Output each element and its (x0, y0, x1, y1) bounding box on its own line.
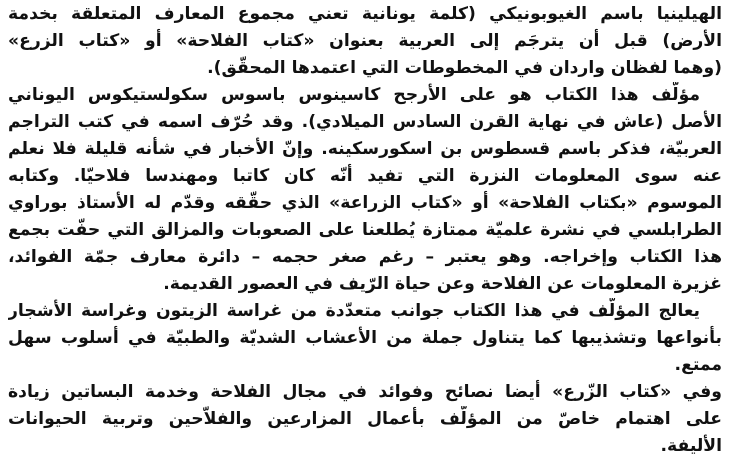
text-line: غزيرة المعلومات عن الفلاحة وعن حياة الرّيف في العصور القديمة. (163, 274, 722, 294)
text-line: وفي «كتاب الزّرع» أيضا نصائح وفوائد في مجال الفلاحة وخدمة البساتين زيادة (8, 382, 722, 402)
text-line: الأرض) قبل أن يترجَم إلى العربية بعنوان «كتاب الفلاحة» أو «كتاب الزرع» (8, 31, 722, 51)
text-line: الموسوم «بكتاب الفلاحة» أو «كتاب الزراعة» الذي حقّقه وقدّم له الأستاذ بوراوي (8, 193, 722, 213)
text-line: ممتع. (674, 355, 722, 375)
text-line: العربيّة، فذكر باسم قسطوس بن اسكورسكينه. وإنّ الأخبار في شأنه قليلة فلا نعلم (8, 139, 722, 159)
text-line: الهيلينيا باسم الغيوبونيكي (كلمة يونانية تعني مجموع المعارف المتعلقة بخدمة (8, 4, 722, 24)
text-line: يعالج المؤلّف في هذا الكتاب جوانب متعدّدة من غراسة الزيتون وغراسة الأشجار (8, 301, 700, 321)
text-line: الأليفة. (660, 436, 722, 456)
text-line: الطرابلسي في نشرة علميّة ممتازة يُطلعنا على الصعوبات والمزالق التي حفّت بجمع (8, 220, 722, 240)
text-line: (وهما لفظان واردان في المخطوطات التي اعتمدها المحقّق). (207, 58, 722, 78)
text-line: هذا الكتاب وإخراجه. وهو يعتبر – رغم صغر حجمه – دائرة معارف جمّة الفوائد، (8, 247, 722, 267)
text-line: بأنواعها وتشذيبها كما يتناول جملة من الأعشاب الشديّة والطبيّة في أسلوب سهل (8, 328, 722, 348)
text-line: عنه سوى المعلومات النزرة التي تفيد أنّه كان كاتبا ومهندسا فلاحيّا. وكتابه (8, 166, 722, 186)
text-line: مؤلّف هذا الكتاب هو على الأرجح كاسينوس باسوس سكولستيكوس اليوناني (8, 85, 700, 105)
text-line: على اهتمام خاصّ من المؤلّف بأعمال المزارعين والفلاّحين وتربية الحيوانات (8, 409, 722, 429)
text-line: الأصل (عاش في نهاية القرن السادس الميلادي). وقد حُرّف اسمه في كتب التراجم (8, 112, 722, 132)
